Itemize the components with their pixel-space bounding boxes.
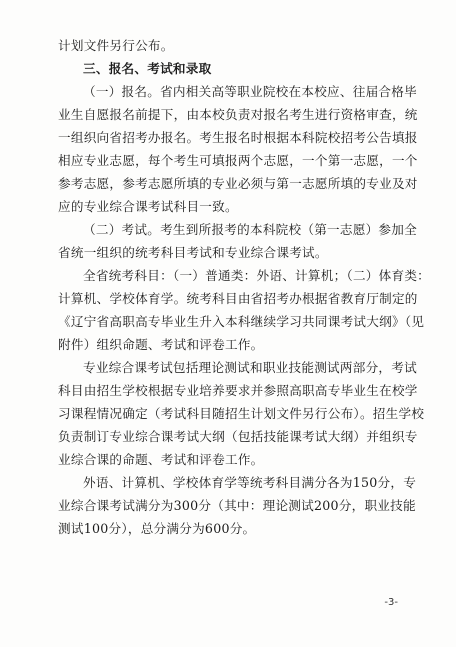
paragraph-registration-line: （一）报名。省内相关高等职业院校在本校应、往届合格毕	[83, 84, 417, 99]
paragraph-unified-subjects-line: 《辽宁省高职高专毕业生升入本科继续学习共同课考试大纲》（见	[58, 314, 425, 329]
paragraph-registration-line: 一组织向省招考办报名。考生报名时根据本科院校招考公告填报	[58, 130, 418, 145]
paragraph-scores-line: 业综合课考试满分为300分（其中：理论测试200分，职业技能	[58, 498, 416, 513]
paragraph-registration-line: 应的专业综合课考试科目一致。	[58, 199, 238, 214]
paragraph-registration-line: 参考志愿，参考志愿所填的专业必须与第一志愿所填的专业及对	[58, 176, 418, 191]
paragraph-comprehensive-exam-line: 业综合课的命题、考试和评卷工作。	[58, 452, 264, 467]
paragraph-registration-line: 相应专业志愿，每个考生可填报两个志愿，一个第一志愿，一个	[58, 153, 418, 168]
text-line: 计划文件另行公布。	[58, 38, 174, 53]
paragraph-unified-subjects-line: 附件）组织命题、考试和评卷工作。	[58, 337, 264, 352]
paragraph-scores-line: 测试100分），总分满分为600分。	[58, 521, 256, 536]
paragraph-exam-line: （二）考试。考生到所报考的本科院校（第一志愿）参加全	[83, 222, 417, 237]
paragraph-comprehensive-exam-line: 专业综合课考试包括理论测试和职业技能测试两部分，考试	[83, 360, 417, 375]
paragraph-comprehensive-exam-line: 习课程情况确定（考试科目随招生计划文件另行公布）。招生学校	[58, 406, 425, 421]
paragraph-comprehensive-exam-line: 科目由招生学校根据专业培养要求并参照高职高专毕业生在校学	[58, 383, 418, 398]
section-heading: 三、报名、考试和录取	[83, 61, 212, 76]
paragraph-registration-line: 业生自愿报名前提下，由本校负责对报名考生进行资格审查，统	[58, 107, 418, 122]
paragraph-unified-subjects-line: 计算机、学校体育学。统考科目由省招考办根据省教育厅制定的	[58, 291, 418, 306]
paragraph-unified-subjects-line: 全省统考科目：（一）普通类：外语、计算机；（二）体育类：	[83, 268, 431, 283]
paragraph-exam-line: 省统一组织的统考科目考试和专业综合课考试。	[58, 245, 328, 260]
paragraph-scores-line: 外语、计算机、学校体育学等统考科目满分各为150分，专	[83, 475, 417, 490]
page-number: -3-	[384, 597, 398, 608]
paragraph-comprehensive-exam-line: 负责制订专业综合课考试大纲（包括技能课考试大纲）并组织专	[58, 429, 418, 444]
document-body	[58, 34, 431, 540]
